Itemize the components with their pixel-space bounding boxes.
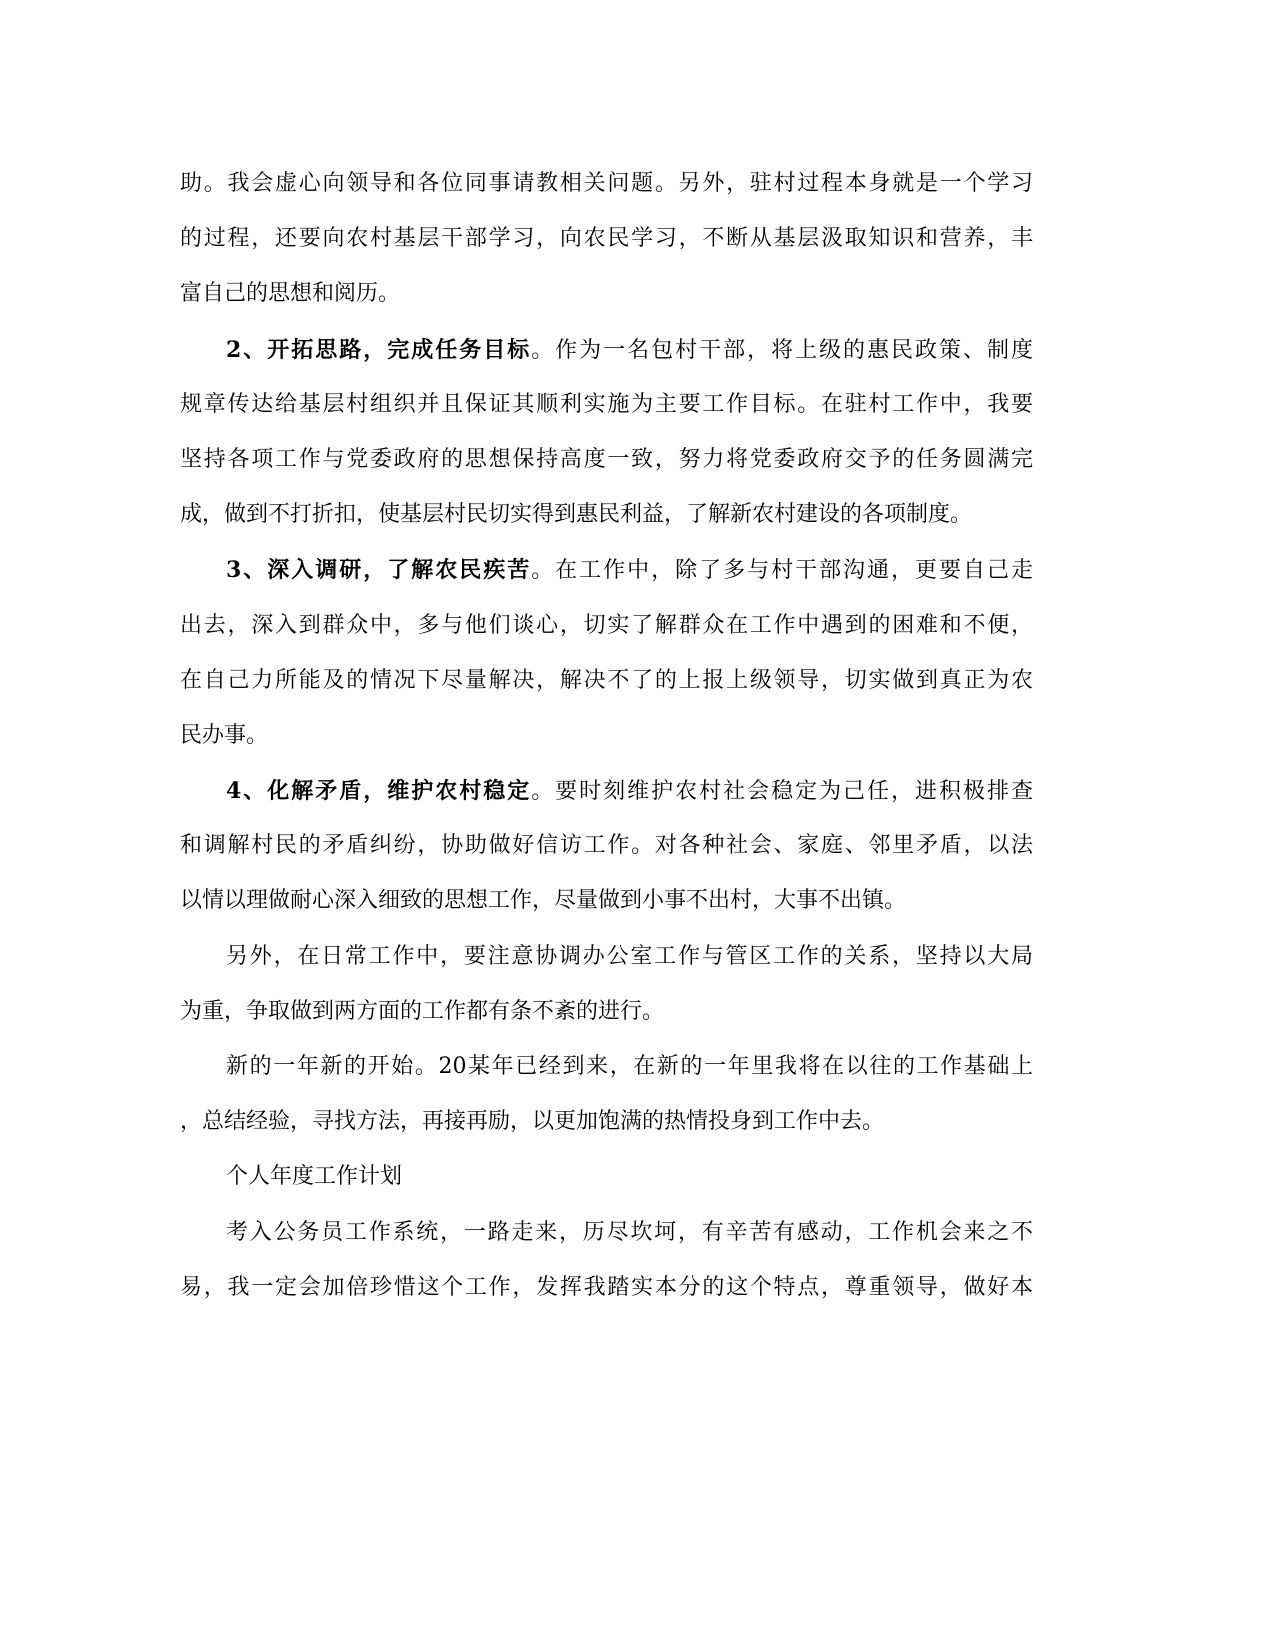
text-line: 助。我会虚心向领导和各位同事请教相关问题。另外，驻村过程本身就是一个学习 [180, 171, 1033, 196]
text-line: ，总结经验，寻找方法，再接再励，以更加饱满的热情投身到工作中去。 [180, 1109, 885, 1135]
text-line: 在自己力所能及的情况下尽量解决，解决不了的上报上级领导，切实做到真正为农 [180, 667, 1033, 693]
paragraph-heading-line [180, 770, 1033, 825]
text-line: 出去，深入到群众中，多与他们谈心，切实了解群众在工作中遇到的困难和不便， [180, 612, 1033, 638]
text-line: 另外，在日常工作中，要注意协调办公室工作与管区工作的关系，坚持以大局 [226, 943, 1033, 969]
section-heading: 3、深入调研，了解农民疾苦 [226, 557, 532, 584]
section-heading: 2、开拓思路，完成任务目标 [226, 336, 532, 363]
text-span: 。作为一名包村干部，将上级的惠民政策、制度 [531, 337, 1033, 363]
paragraph-heading-line [180, 549, 1033, 604]
text-line: 以情以理做耐心深入细致的思想工作，尽量做到小事不出村，大事不出镇。 [180, 888, 907, 914]
document-page [180, 163, 1033, 1322]
text-line: 成，做到不打折扣，使基层村民切实得到惠民利益，了解新农村建设的各项制度。 [180, 502, 973, 528]
section-heading: 4、化解矛盾，维护农村稳定 [226, 778, 532, 805]
text-span: 。要时刻维护农村社会稳定为己任，进积极排查 [531, 779, 1033, 805]
paragraph-heading-line [180, 329, 1033, 384]
text-line: 坚持各项工作与党委政府的思想保持高度一致，努力将党委政府交予的任务圆满完 [180, 446, 1033, 472]
text-line: 民办事。 [180, 722, 269, 748]
text-line: 和调解村民的矛盾纠纷，协助做好信访工作。对各种社会、家庭、邻里矛盾，以法 [180, 833, 1033, 859]
document-subtitle: 个人年度工作计划 [226, 1164, 403, 1190]
text-line: 易，我一定会加倍珍惜这个工作，发挥我踏实本分的这个特点，尊重领导，做好本 [180, 1274, 1033, 1300]
text-line: 新的一年新的开始。20某年已经到来，在新的一年里我将在以往的工作基础上 [226, 1054, 1033, 1079]
text-line: 为重，争取做到两方面的工作都有条不紊的进行。 [180, 998, 665, 1024]
text-line: 规章传达给基层村组织并且保证其顺利实施为主要工作目标。在驻村工作中，我要 [180, 391, 1033, 417]
text-line: 富自己的思想和阅历。 [180, 281, 401, 307]
text-span: 。在工作中，除了多与村干部沟通，更要自己走 [531, 558, 1033, 584]
text-line: 的过程，还要向农村基层干部学习，向农民学习，不断从基层汲取知识和营养，丰 [180, 226, 1033, 252]
text-line: 考入公务员工作系统，一路走来，历尽坎坷，有辛苦有感动，工作机会来之不 [226, 1219, 1033, 1245]
